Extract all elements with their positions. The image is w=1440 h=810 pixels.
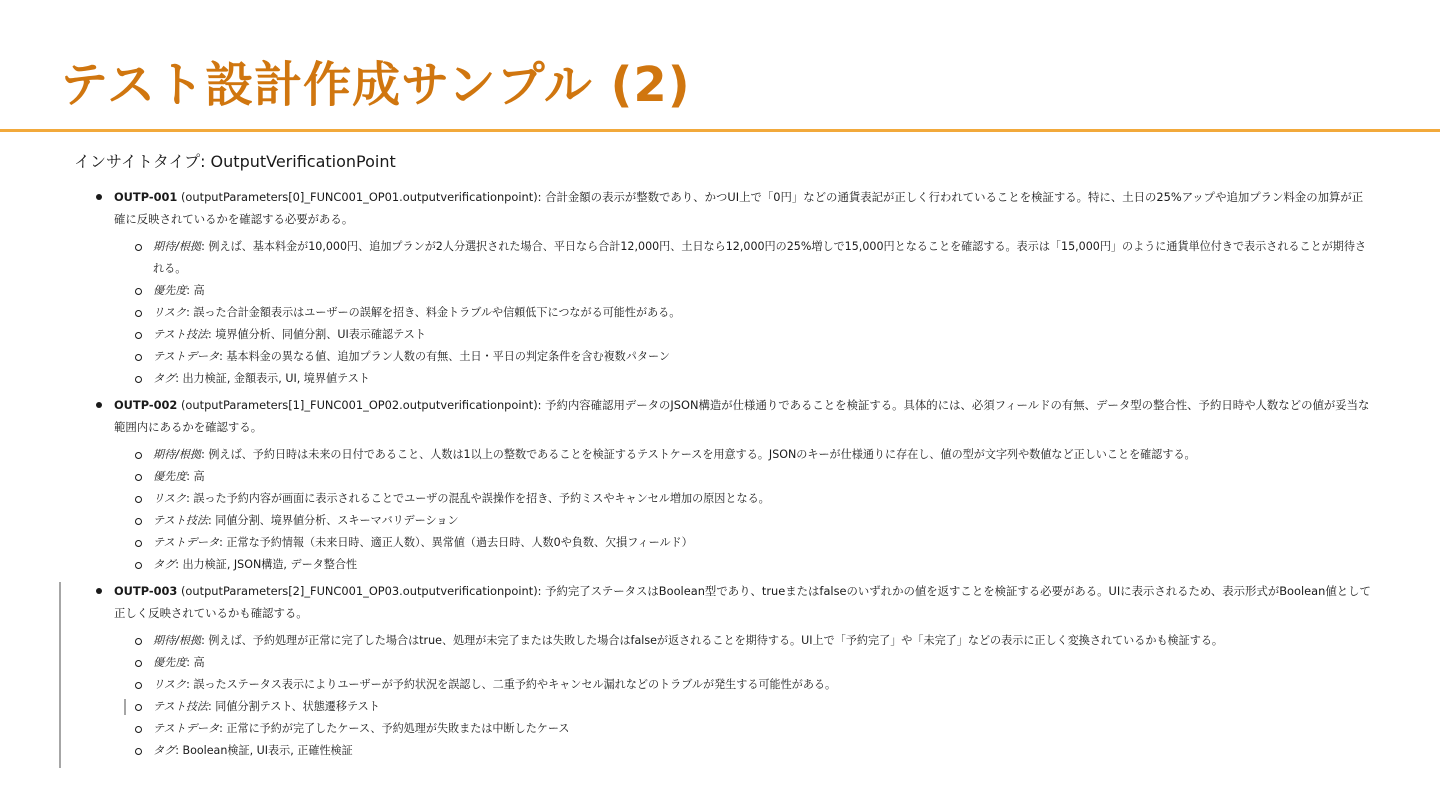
detail-risk <box>74 488 1374 510</box>
detail-text: : 境界値分析、同値分割、UI表示確認テスト <box>208 328 426 341</box>
item-summary <box>74 394 1374 438</box>
detail-text: : 出力検証, JSON構造, データ整合性 <box>175 558 358 571</box>
item-description: (outputParameters[1]_FUNC001_OP02.outputverificationpoint): 予約内容確認用データのJSON構造が仕様通りであることを検証する。具体的には、必須フィールドの有無、データ型の整合性、予約日時や人数などの値が妥当な範囲内にあるかを確認する。 <box>114 398 1370 434</box>
detail-text: : 誤った予約内容が画面に表示されることでユーザの混乱や誤操作を招き、予約ミスやキャンセル増加の原因となる。 <box>186 492 770 505</box>
circle-bullet-icon <box>135 660 142 667</box>
detail-tags <box>74 368 1374 390</box>
list-item <box>74 186 1374 390</box>
change-bar <box>59 582 61 768</box>
detail-text: : 出力検証, 金額表示, UI, 境界値テスト <box>175 372 370 385</box>
circle-bullet-icon <box>135 310 142 317</box>
detail-tags <box>74 554 1374 576</box>
detail-priority <box>74 280 1374 302</box>
detail-technique <box>74 324 1374 346</box>
circle-bullet-icon <box>135 376 142 383</box>
detail-label: 優先度 <box>153 470 187 483</box>
list-item <box>74 394 1374 576</box>
circle-bullet-icon <box>135 518 142 525</box>
detail-text: : 例えば、予約処理が正常に完了した場合はtrue、処理が未完了または失敗した場合はfalseが返されることを期待する。UI上で「予約完了」や「未完了」などの表示に正しく変換されているかも検証する。 <box>201 634 1224 647</box>
circle-bullet-icon <box>135 452 142 459</box>
insight-type-heading: インサイトタイプ: OutputVerificationPoint <box>74 152 396 171</box>
detail-risk <box>74 302 1374 324</box>
circle-bullet-icon <box>135 638 142 645</box>
detail-priority <box>74 466 1374 488</box>
detail-label: テスト技法 <box>153 700 209 713</box>
item-details <box>74 630 1374 762</box>
circle-bullet-icon <box>135 562 142 569</box>
item-summary <box>74 580 1374 624</box>
detail-text: : Boolean検証, UI表示, 正確性検証 <box>175 744 353 757</box>
detail-label: リスク <box>153 678 187 691</box>
detail-text: : 高 <box>186 284 205 297</box>
detail-label: 優先度 <box>153 284 187 297</box>
verification-point-list <box>74 186 1374 762</box>
detail-text: : 基本料金の異なる値、追加プラン人数の有無、土日・平日の判定条件を含む複数パターン <box>219 350 670 363</box>
detail-label: 期待/根拠 <box>153 448 202 461</box>
detail-text: : 正常な予約情報（未来日時、適正人数）、異常値（過去日時、人数0や負数、欠損フィールド） <box>219 536 693 549</box>
item-id: OUTP-002 <box>114 398 178 412</box>
detail-label: 期待/根拠 <box>153 240 202 253</box>
detail-text: : 同値分割テスト、状態遷移テスト <box>208 700 380 713</box>
detail-label: 期待/根拠 <box>153 634 202 647</box>
detail-text: : 同値分割、境界値分析、スキーマバリデーション <box>208 514 459 527</box>
slide-title: テスト設計作成サンプル (2) <box>60 57 691 113</box>
detail-risk <box>74 674 1374 696</box>
title-divider <box>0 129 1440 132</box>
detail-priority <box>74 652 1374 674</box>
detail-text: : 誤ったステータス表示によりユーザーが予約状況を誤認し、二重予約やキャンセル漏れなどのトラブルが発生する可能性がある。 <box>186 678 837 691</box>
detail-label: タグ <box>153 558 176 571</box>
detail-test-data <box>74 532 1374 554</box>
detail-technique <box>74 696 1374 718</box>
detail-label: 優先度 <box>153 656 187 669</box>
detail-tags <box>74 740 1374 762</box>
detail-expectation <box>74 630 1374 652</box>
circle-bullet-icon <box>135 288 142 295</box>
bullet-icon <box>96 402 102 408</box>
circle-bullet-icon <box>135 244 142 251</box>
circle-bullet-icon <box>135 474 142 481</box>
bullet-icon <box>96 588 102 594</box>
circle-bullet-icon <box>135 496 142 503</box>
detail-label: テストデータ <box>153 722 220 735</box>
list-item <box>74 580 1374 762</box>
detail-text: : 誤った合計金額表示はユーザーの誤解を招き、料金トラブルや信頼低下につながる可能性がある。 <box>186 306 681 319</box>
circle-bullet-icon <box>135 682 142 689</box>
detail-label: テスト技法 <box>153 328 209 341</box>
detail-expectation <box>74 444 1374 466</box>
circle-bullet-icon <box>135 748 142 755</box>
slide-content <box>74 150 1374 766</box>
detail-label: テストデータ <box>153 536 220 549</box>
bullet-icon <box>96 194 102 200</box>
detail-label: タグ <box>153 372 176 385</box>
detail-label: テスト技法 <box>153 514 209 527</box>
item-id: OUTP-001 <box>114 190 178 204</box>
item-summary <box>74 186 1374 230</box>
detail-label: リスク <box>153 306 187 319</box>
detail-label: タグ <box>153 744 176 757</box>
item-description: (outputParameters[0]_FUNC001_OP01.outputverificationpoint): 合計金額の表示が整数であり、かつUI上で「0円」などの通貨表記が正しく行われていることを検証する。特に、土日の25%アップや追加プラン料金の加算が正確に反映されているかを確認する必要がある。 <box>114 190 1364 226</box>
circle-bullet-icon <box>135 704 142 711</box>
detail-label: テストデータ <box>153 350 220 363</box>
circle-bullet-icon <box>135 354 142 361</box>
detail-text: : 例えば、基本料金が10,000円、追加プランが2人分選択された場合、平日なら合計12,000円、土日なら12,000円の25%増しで15,000円となることを確認する。表示は「15,000円」のように通貨単位付きで表示されることが期待される。 <box>153 240 1367 275</box>
item-details <box>74 444 1374 576</box>
item-description: (outputParameters[2]_FUNC001_OP03.outputverificationpoint): 予約完了ステータスはBoolean型であり、trueまたはfalseのいずれかの値を返すことを検証する必要がある。UIに表示されるため、表示形式がBoolean値として正しく反映されているかも確認する。 <box>114 584 1371 620</box>
detail-text: : 高 <box>186 470 205 483</box>
circle-bullet-icon <box>135 540 142 547</box>
detail-technique <box>74 510 1374 532</box>
detail-expectation <box>74 236 1374 280</box>
detail-test-data <box>74 346 1374 368</box>
detail-text: : 正常に予約が完了したケース、予約処理が失敗または中断したケース <box>219 722 570 735</box>
detail-label: リスク <box>153 492 187 505</box>
change-bar <box>124 699 126 715</box>
detail-text: : 高 <box>186 656 205 669</box>
item-details <box>74 236 1374 390</box>
detail-text: : 例えば、予約日時は未来の日付であること、人数は1以上の整数であることを検証するテストケースを用意する。JSONのキーが仕様通りに存在し、値の型が文字列や数値など正しいことを確認する。 <box>201 448 1196 461</box>
item-id: OUTP-003 <box>114 584 178 598</box>
detail-test-data <box>74 718 1374 740</box>
circle-bullet-icon <box>135 332 142 339</box>
circle-bullet-icon <box>135 726 142 733</box>
